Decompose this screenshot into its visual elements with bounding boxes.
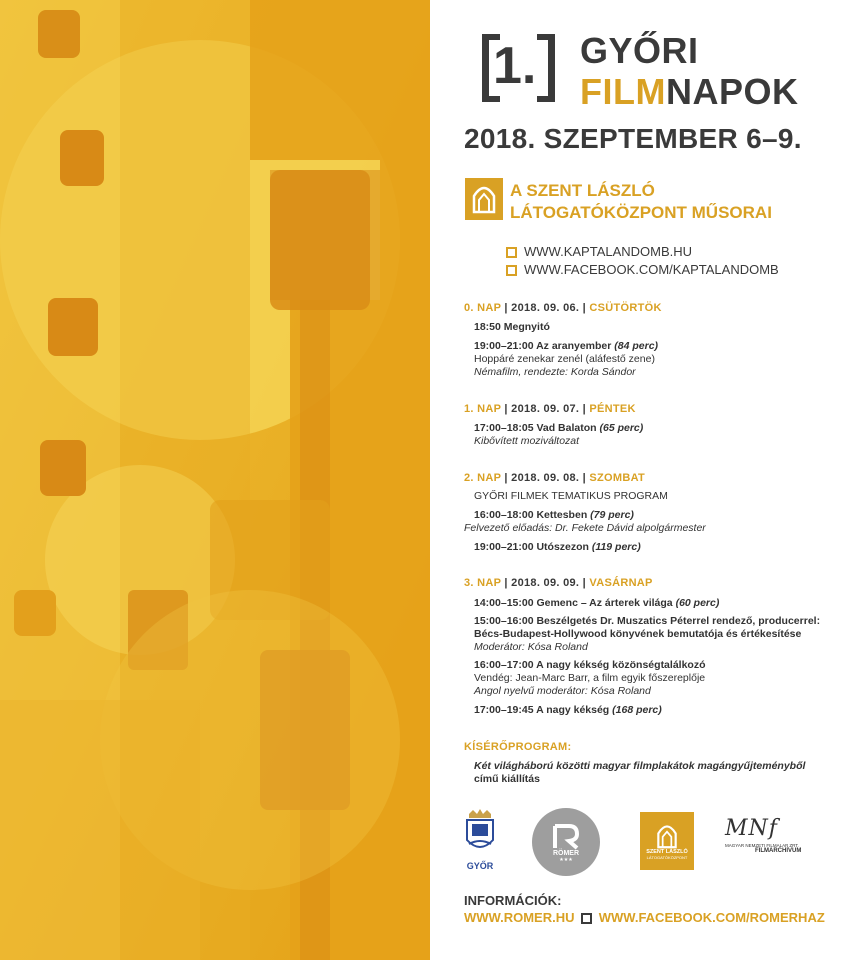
romer-web-link[interactable]: WWW.ROMER.HU [464, 910, 575, 925]
square-bullet-icon [506, 265, 517, 276]
title-film: FILM [580, 71, 666, 112]
day-1-event-1: 17:00–18:05 Vad Balaton (65 perc) Kibővített moziváltozat [474, 422, 644, 447]
venue-facebook-text: WWW.FACEBOOK.COM/KAPTALANDOMB [524, 262, 779, 277]
edition-number: 1. [493, 37, 537, 95]
szent-laszlo-arch-icon [654, 823, 680, 849]
szent-laszlo-logo-icon [465, 178, 503, 220]
program-panel [430, 0, 857, 960]
venue-line1: A SZENT LÁSZLÓ [510, 181, 655, 200]
day-2-event-2: 19:00–21:00 Utószezon (119 perc) [474, 541, 641, 553]
square-bullet-icon [581, 913, 592, 924]
info-links [464, 910, 825, 925]
side-program-heading: KÍSÉRŐPROGRAM: [464, 741, 572, 753]
day-3-event-3: 16:00–17:00 A nagy kékség közönségtalálkozó Vendég: Jean-Marc Barr, a film egyik főszereplője Angol nyelvű moderátor: Kósa Roland [474, 659, 706, 697]
day-0-header: 0. NAP | 2018. 09. 06. | CSÜTÖRTÖK [464, 302, 662, 314]
romer-facebook-link[interactable]: WWW.FACEBOOK.COM/ROMERHAZ [598, 910, 825, 925]
venue-web-text: WWW.KAPTALANDOMB.HU [524, 244, 693, 259]
square-bullet-icon [506, 247, 517, 258]
side-program-text: Két világháború közötti magyar filmplakátok magángyűjteményből című kiállítás [474, 760, 806, 785]
title-napok: NAPOK [665, 71, 799, 112]
day-0-event-2: 19:00–21:00 Az aranyember (84 perc) Hoppáré zenekar zenél (aláfestő zene) Némafilm, rendezte: Korda Sándor [474, 340, 659, 378]
mnf-filmarchivum-logo: MNf MAGYAR NEMZETI FILMALAP ZRT. FILMARCHÍVUM [725, 816, 802, 854]
day-3-event-1: 14:00–15:00 Gemenc – Az árterek világa (60 perc) [474, 597, 720, 609]
venue-web-link[interactable] [506, 243, 779, 261]
title-line2 [580, 73, 799, 111]
day-3-header: 3. NAP | 2018. 09. 09. | VASÁRNAP [464, 577, 653, 589]
day-3-event-2: 15:00–16:00 Beszélgetés Dr. Muszatics Péterrel rendező, producerrel: Bécs-Budapest-Hollywood könyvének bemutatója és értékesítése Moderátor: Kósa Roland [474, 615, 821, 653]
festival-dates: 2018. SZEPTEMBER 6–9. [464, 123, 802, 154]
day-1-header: 1. NAP | 2018. 09. 07. | PÉNTEK [464, 403, 636, 415]
venue-facebook-link[interactable] [506, 261, 779, 279]
day-2-subtitle: GYŐRI FILMEK TEMATIKUS PROGRAM [474, 490, 668, 502]
szent-laszlo-logo: SZENT LÁSZLÓ LÁTOGATÓKÖZPONT [640, 812, 694, 870]
romer-r-icon [551, 822, 581, 850]
day-0-event-1: 18:50 Megnyitó [474, 321, 550, 333]
day-3-event-4: 17:00–19:45 A nagy kékség (168 perc) [474, 704, 662, 716]
gyor-crest-icon [463, 808, 497, 856]
title-line1: GYŐRI [580, 30, 699, 71]
venue-title [510, 180, 772, 224]
day-2-event-1-note: Felvezető előadás: Dr. Fekete Dávid alpolgármester [464, 522, 706, 534]
gyor-logo: GYŐR [460, 808, 500, 878]
romer-logo: RÖMER ★★★ [532, 808, 600, 876]
day-2-header: 2. NAP | 2018. 09. 08. | SZOMBAT [464, 472, 646, 484]
info-heading: INFORMÁCIÓK: [464, 893, 562, 908]
venue-links [506, 243, 779, 279]
venue-line2: LÁTOGATÓKÖZPONT MŰSORAI [510, 203, 772, 222]
day-2-event-1: 16:00–18:00 Kettesben (79 perc) [474, 509, 634, 521]
